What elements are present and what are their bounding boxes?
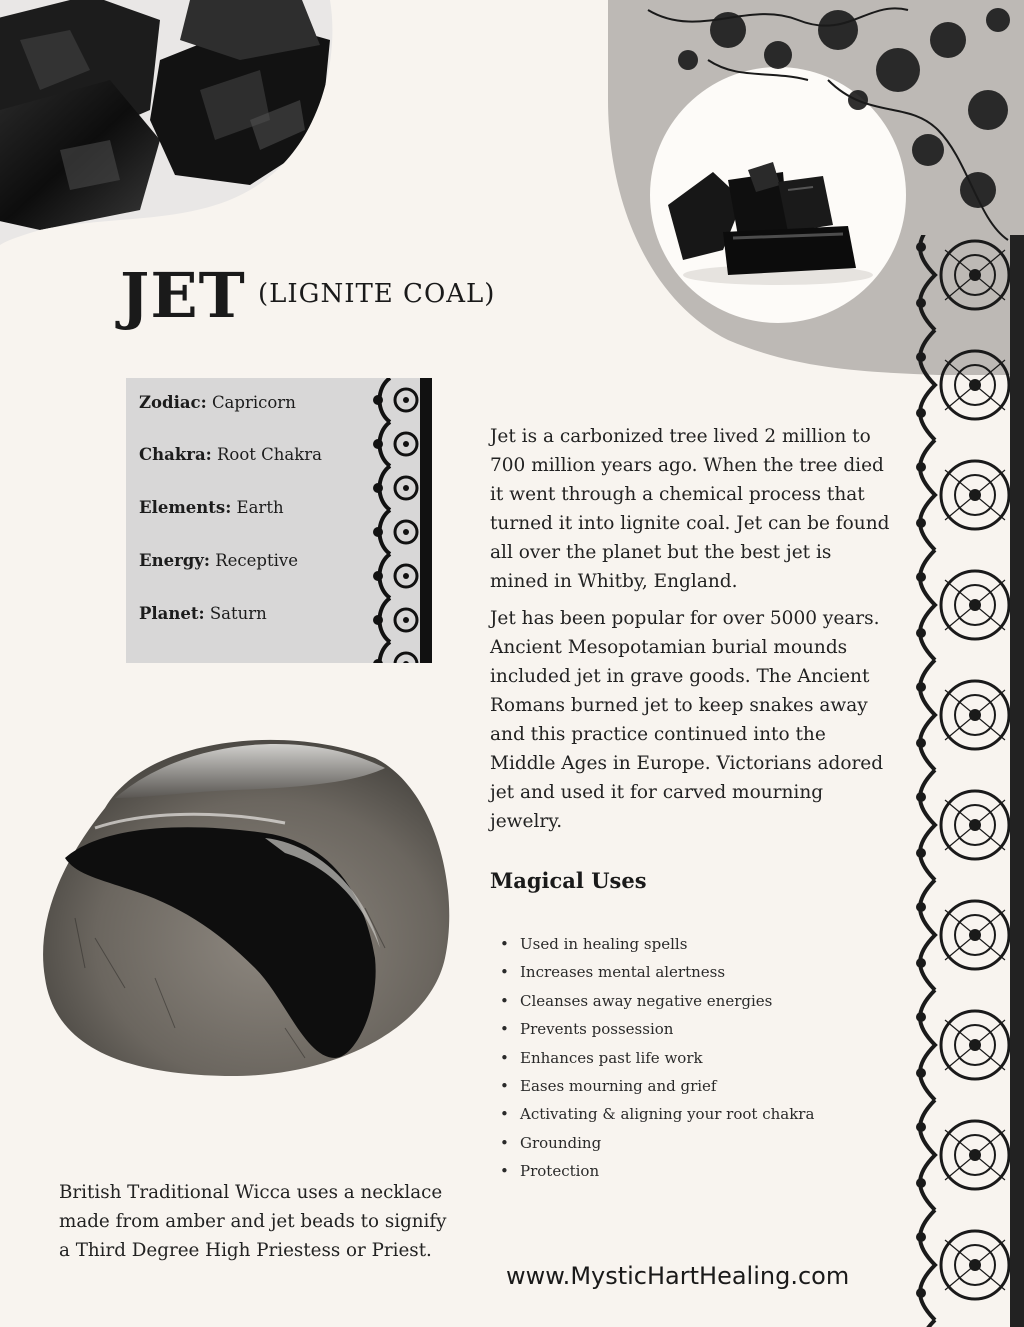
- list-item: • Used in healing spells: [498, 930, 878, 958]
- website-link[interactable]: www.MysticHartHealing.com: [506, 1262, 850, 1290]
- list-item: • Prevents possession: [498, 1015, 878, 1043]
- coal-photo: [0, 0, 335, 245]
- list-item: • Cleanses away negative energies: [498, 987, 878, 1015]
- magical-uses-list: [498, 930, 878, 1186]
- property-chakra: Chakra: Root Chakra: [139, 445, 322, 464]
- page-title: [120, 259, 496, 345]
- title-subtitle: (LIGNITE COAL): [258, 279, 496, 309]
- description-paragraph-1: Jet is a carbonized tree lived 2 million to 700 million years ago. When the tree died it went through a chemical process that turned it into lignite coal. Jet can be found all over the planet but the best jet is mined in Whitby, England.: [490, 426, 890, 592]
- lace-border: [905, 0, 1024, 1327]
- wicca-note: British Traditional Wicca uses a necklace made from amber and jet beads to signify a Third Degree High Priestess or Priest.: [59, 1182, 447, 1261]
- list-item: • Increases mental alertness: [498, 958, 878, 986]
- list-item: • Eases mourning and grief: [498, 1072, 878, 1100]
- box-lace-trim: [372, 378, 432, 663]
- description-paragraph-2: Jet has been popular for over 5000 years. Ancient Mesopotamian burial mounds included jet in grave goods. The Ancient Romans burned jet to keep snakes away and this practice continued into the Middle Ages in Europe. Victorians adored jet and used it for carved mourning jewelry.: [490, 608, 884, 832]
- property-zodiac: Zodiac: Capricorn: [139, 393, 296, 412]
- property-planet: Planet: Saturn: [139, 604, 267, 623]
- title-main: JET: [120, 259, 246, 332]
- property-elements: Elements: Earth: [139, 498, 284, 517]
- polished-jet-stone-photo: [35, 728, 455, 1080]
- list-item: • Grounding: [498, 1129, 878, 1157]
- list-item: • Enhances past life work: [498, 1044, 878, 1072]
- list-item: • Activating & aligning your root chakra: [498, 1100, 878, 1128]
- properties-box: [126, 378, 432, 663]
- list-item: • Protection: [498, 1157, 878, 1185]
- property-energy: Energy: Receptive: [139, 551, 298, 570]
- magical-uses-heading: Magical Uses: [490, 868, 647, 893]
